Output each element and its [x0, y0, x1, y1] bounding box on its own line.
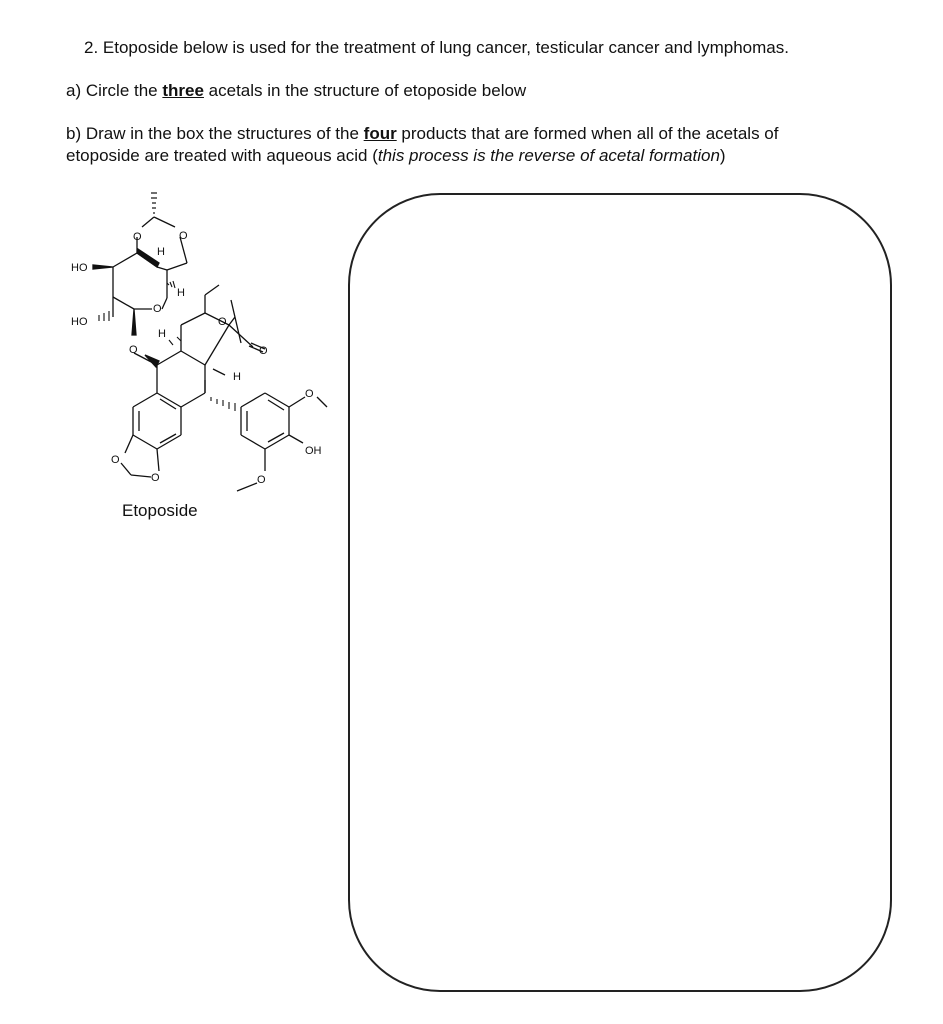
part-b-emphasis: four: [363, 124, 397, 143]
benzodioxole-ring-bonds: [121, 393, 181, 477]
ho-hash-lower: [99, 311, 109, 321]
question-part-b-line-1: [66, 124, 778, 144]
atom-label: O: [129, 344, 138, 356]
etoposide-structure-drawing: [55, 185, 350, 505]
question-part-b-line-2: [66, 146, 726, 166]
ho-wedge-upper: [93, 265, 113, 269]
atom-label: O: [218, 316, 227, 328]
atom-label: HO: [71, 262, 88, 274]
question-part-a: [66, 81, 526, 101]
atom-label: O: [257, 474, 266, 486]
atom-label: H: [157, 246, 165, 258]
wedge-bond: [137, 249, 159, 267]
atom-label: HO: [71, 316, 88, 328]
part-b-line2-italic: this process is the reverse of acetal formation: [377, 146, 720, 165]
atom-label: O: [111, 454, 120, 466]
atom-label: O: [259, 345, 268, 357]
atom-label: O: [133, 231, 142, 243]
part-b-text: b) Draw in the box the structures of the: [66, 124, 364, 143]
atom-label: O: [153, 303, 162, 315]
ring-h-hash: [167, 281, 175, 288]
atom-label: H: [233, 371, 241, 383]
atom-label: OH: [305, 445, 322, 457]
dioxane-ring-bonds: [137, 217, 187, 270]
atom-label: H: [177, 287, 185, 299]
atom-labels: [71, 230, 322, 486]
atom-label: O: [305, 388, 314, 400]
part-a-text-end: acetals in the structure of etoposide below: [203, 81, 527, 100]
part-b-line2-text: etoposide are treated with aqueous acid (: [66, 146, 378, 165]
glycoside-wedge: [132, 309, 136, 335]
part-b-text-end: products that are formed when all of the acetals of: [396, 124, 779, 143]
pendant-aryl-ring-bonds: [237, 393, 327, 491]
question-line-1: 2. Etoposide below is used for the treatment of lung cancer, testicular cancer and lymphomas.: [84, 38, 789, 57]
part-a-text: a) Circle the: [66, 81, 163, 100]
atom-label: O: [151, 472, 160, 484]
part-b-line2-end: ): [719, 146, 726, 165]
tetralin-core-bonds: [157, 285, 265, 407]
pyranose-ring-bonds: [113, 253, 167, 309]
etoposide-structure: [55, 185, 350, 505]
aryl-hash-bond: [211, 397, 235, 411]
atom-label: O: [179, 230, 188, 242]
structure-caption: Etoposide: [122, 501, 198, 520]
answer-drawing-box[interactable]: [348, 193, 892, 992]
methyl-hash-wedge: [151, 193, 157, 213]
part-a-emphasis: three: [162, 81, 204, 100]
atom-label: H: [158, 328, 166, 340]
